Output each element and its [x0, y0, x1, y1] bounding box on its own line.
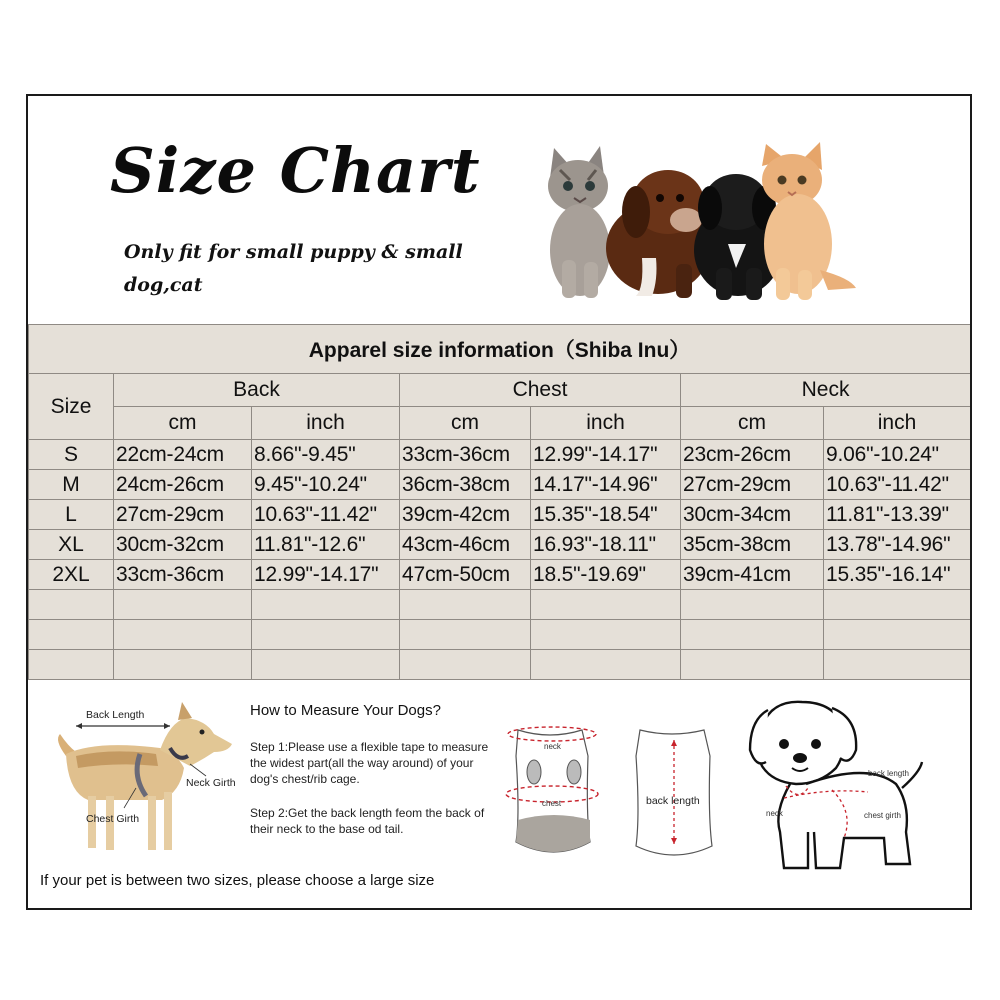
dog-back-length-label: Back Length [86, 709, 145, 721]
table-cell: 27cm-29cm [114, 500, 252, 530]
size-cell: 2XL [29, 560, 114, 590]
unit-header: cm [681, 407, 824, 440]
table-cell: 10.63"-11.42" [252, 500, 400, 530]
chest-girth-label: Chest Girth [86, 813, 140, 825]
table-row [29, 470, 971, 500]
table-cell: 16.93"-18.11" [531, 530, 681, 560]
table-cell: 33cm-36cm [400, 440, 531, 470]
puppy-chest-girth-label: chest girth [864, 811, 901, 820]
table-cell: 15.35"-18.54" [531, 500, 681, 530]
how-to-measure-title: How to Measure Your Dogs? [250, 702, 441, 719]
vest-measure-diagram [498, 716, 728, 886]
table-cell: 8.66"-9.45" [252, 440, 400, 470]
table-cell: 13.78"-14.96" [824, 530, 971, 560]
step-2-text: Step 2:Get the back length feom the back of their neck to the base od tail. [250, 806, 485, 836]
vest-front [506, 727, 598, 852]
table-cell: 22cm-24cm [114, 440, 252, 470]
table-cell: 47cm-50cm [400, 560, 531, 590]
table-cell: 24cm-26cm [114, 470, 252, 500]
page-title: Size Chart [110, 134, 481, 207]
puppy-back-length-label: back length [868, 769, 909, 778]
unit-header: cm [400, 407, 531, 440]
table-row [29, 560, 971, 590]
table-cell: 11.81"-13.39" [824, 500, 971, 530]
measure-guide [28, 688, 970, 910]
table-cell: 9.45"-10.24" [252, 470, 400, 500]
size-cell: M [29, 470, 114, 500]
table-cell: 23cm-26cm [681, 440, 824, 470]
table-cell: 35cm-38cm [681, 530, 824, 560]
neck-girth-label: Neck Girth [186, 777, 236, 789]
size-advice-note: If your pet is between two sizes, please choose a large size [40, 872, 435, 889]
orange-kitten-image [762, 142, 856, 300]
table-cell: 14.17"-14.96" [531, 470, 681, 500]
size-chart-card [26, 94, 972, 910]
table-cell: 30cm-34cm [681, 500, 824, 530]
table-cell: 43cm-46cm [400, 530, 531, 560]
table-cell: 15.35"-16.14" [824, 560, 971, 590]
unit-header: inch [824, 407, 971, 440]
table-cell: 10.63"-11.42" [824, 470, 971, 500]
vest-back-length-label: back length [646, 795, 700, 807]
size-table-section [28, 324, 970, 688]
vest-neck-label: neck [544, 742, 561, 751]
puppy-measure-diagram [736, 692, 966, 882]
subtitle: Only fit for small puppy & small dog,cat [124, 241, 463, 296]
table-cell: 11.81"-12.6" [252, 530, 400, 560]
table-cell: 18.5"-19.69" [531, 560, 681, 590]
size-cell: S [29, 440, 114, 470]
table-row [29, 500, 971, 530]
pets-photo [540, 140, 870, 310]
size-cell: L [29, 500, 114, 530]
brown-puppy-image [606, 170, 710, 298]
empty-row [29, 590, 971, 620]
table-cell: 9.06"-10.24" [824, 440, 971, 470]
table-cell: 12.99"-14.17" [531, 440, 681, 470]
size-table [28, 324, 971, 680]
table-caption: Apparel size information（Shiba Inu） [29, 325, 971, 374]
unit-header: inch [531, 407, 681, 440]
header [28, 96, 970, 324]
table-cell: 27cm-29cm [681, 470, 824, 500]
table-cell: 39cm-41cm [681, 560, 824, 590]
step-1-text: Step 1:Please use a flexible tape to measure the widest part(all the way around) of your dog's chest/rib cage. [250, 740, 489, 786]
unit-header: inch [252, 407, 400, 440]
size-cell: XL [29, 530, 114, 560]
empty-row [29, 650, 971, 680]
table-cell: 33cm-36cm [114, 560, 252, 590]
size-header: Size [29, 374, 114, 440]
table-cell: 30cm-32cm [114, 530, 252, 560]
group-header-neck: Neck [681, 374, 971, 407]
tabby-kitten-image [548, 146, 610, 298]
unit-header: cm [114, 407, 252, 440]
dog-measure-diagram [36, 696, 236, 866]
group-header-back: Back [114, 374, 400, 407]
table-row [29, 440, 971, 470]
table-row [29, 530, 971, 560]
group-header-chest: Chest [400, 374, 681, 407]
empty-row [29, 620, 971, 650]
vest-chest-label: chest [542, 799, 562, 808]
puppy-neck-label: neck [766, 809, 783, 818]
table-cell: 39cm-42cm [400, 500, 531, 530]
table-cell: 12.99"-14.17" [252, 560, 400, 590]
vest-back [636, 730, 712, 855]
table-cell: 36cm-38cm [400, 470, 531, 500]
